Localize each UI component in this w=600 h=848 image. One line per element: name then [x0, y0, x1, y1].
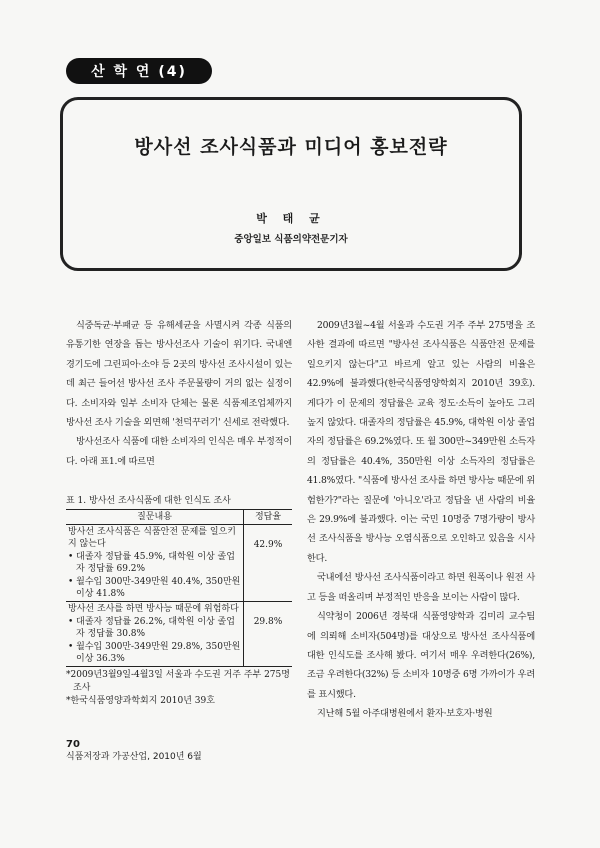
paragraph: 2009년3월~4월 서울과 수도권 거주 주부 275명을 조사한 결과에 따르면 "방사선 조사식품은 식품안전 문제를 일으키지 않는다"고 바르게 알고 있는 사람의 비율은 42.9%에 불과했다(한국식품영양학회지 2010년 39호). 게다가 이 문제의 정답률은 교육 정도·소득이 높아도 그리 높지 않았다. 대졸자의 정답률은 45.9%, 대학원 이상 졸업자의 정답률은 69.2%였다. 또 월 300만~349만원 소득자의 정답률은 40.4%, 350만원 이상 소득자의 정답률은 41.8%였다. "식품에 방사선 조사를 하면 방사능 때문에 위험한가?"라는 질문에 '아니오'라고 정답을 낸 사람의 비율은 29.9%에 불과했다. 이는 국민 10명중 7명가량이 방사선 조사식품을 방사능 오염식품으로 오인하고 있음을 시사한다. — [307, 320, 535, 564]
question-text: 방사선 조사를 하면 방사능 때문에 위험하다 — [68, 604, 239, 615]
table-cell-question — [66, 602, 244, 667]
paragraph: 방사선조사 식품에 대한 소비자의 인식은 매우 부정적이다. 아래 표1.에 따르면 — [66, 436, 292, 467]
paragraph: 식중독균·부패균 등 유해세균을 사멸시켜 각종 식품의 유통기한 연장을 돕는 방사선조사 기술이 위기다. 국내엔 경기도에 그린피아·소야 등 2곳의 방사선 조사시설이 있는데 최근 들어선 방사선 조사 주문물량이 거의 없는 실정이다. 소비자와 일부 소비자 단체는 물론 식품제조업체까지 방사선 조사 기술을 외면해 '천덕꾸러기' 신세로 전락했다. — [66, 320, 292, 429]
detail-item: • 대졸자 정답률 26.2%, 대학원 이상 졸업자 정답률 30.8% — [68, 616, 235, 640]
table-note: *2009년3월9일-4월3일 서울과 수도권 거주 주부 275명 조사 — [66, 670, 290, 694]
series-tag: 산 학 연 (4) — [66, 58, 212, 84]
issue-date: 2010년 6월 — [152, 752, 202, 762]
table-notes — [66, 669, 292, 707]
article-title: 방사선 조사식품과 미디어 홍보전략 — [134, 136, 448, 158]
table-cell-rate: 29.8% — [244, 602, 293, 667]
table-header-question: 질문내용 — [66, 510, 244, 525]
table-note: *한국식품영양과학회지 2010년 39호 — [66, 695, 215, 706]
question-text: 방사선 조사식품은 식품안전 문제를 일으키지 않는다 — [68, 527, 236, 550]
table-cell-question — [66, 525, 244, 602]
left-column — [66, 316, 292, 471]
detail-item: • 대졸자 정답률 45.9%, 대학원 이상 졸업자 정답률 69.2% — [68, 551, 235, 575]
page-number: 70 — [66, 739, 80, 750]
detail-item: • 월수입 300만-349만원 40.4%, 350만원 이상 41.8% — [68, 576, 241, 600]
detail-text: 월수입 300만-349만원 40.4%, 350만원 이상 41.8% — [76, 576, 241, 600]
table-row — [66, 602, 292, 667]
paragraph: 지난해 5월 아주대병원에서 환자·보호자·병원 — [317, 708, 493, 720]
detail-item: • 월수입 300만-349만원 29.8%, 350만원 이상 36.3% — [68, 641, 241, 665]
author-affiliation: 중앙일보 식품의약전문기자 — [234, 234, 348, 245]
title-box — [60, 97, 522, 271]
survey-table-block — [66, 494, 292, 707]
page-footer — [66, 738, 202, 764]
table-caption: 표 1. 방사선 조사식품에 대한 인식도 조사 — [66, 496, 231, 506]
detail-text: 대졸자 정답률 45.9%, 대학원 이상 졸업자 정답률 69.2% — [76, 551, 235, 575]
author-name: 박 태 균 — [256, 212, 326, 225]
survey-table — [66, 509, 292, 667]
table-header-row — [66, 510, 292, 525]
table-cell-rate: 42.9% — [244, 525, 293, 602]
detail-text: 월수입 300만-349만원 29.8%, 350만원 이상 36.3% — [76, 641, 241, 665]
paragraph: 국내에선 방사선 조사식품이라고 하면 원폭이나 원전 사고 등을 떠올리며 부정적인 반응을 보이는 사람이 많다. — [307, 572, 535, 603]
paragraph: 식약청이 2006년 경북대 식품영양학과 김미리 교수팀에 의뢰해 소비자(504명)를 대상으로 방사선 조사식품에 대한 인식도를 조사해 봤다. 여기서 매우 우려한다(26%), 조금 우려한다(32%) 등 소비자 10명중 6명 가까이가 우려를 표시했다. — [307, 611, 535, 700]
table-row — [66, 525, 292, 602]
journal-line — [66, 751, 202, 764]
detail-text: 대졸자 정답률 26.2%, 대학원 이상 졸업자 정답률 30.8% — [76, 616, 235, 640]
table-header-rate: 정답율 — [244, 510, 293, 525]
right-column — [307, 316, 535, 724]
journal-name: 식품저장과 가공산업, — [66, 752, 150, 762]
